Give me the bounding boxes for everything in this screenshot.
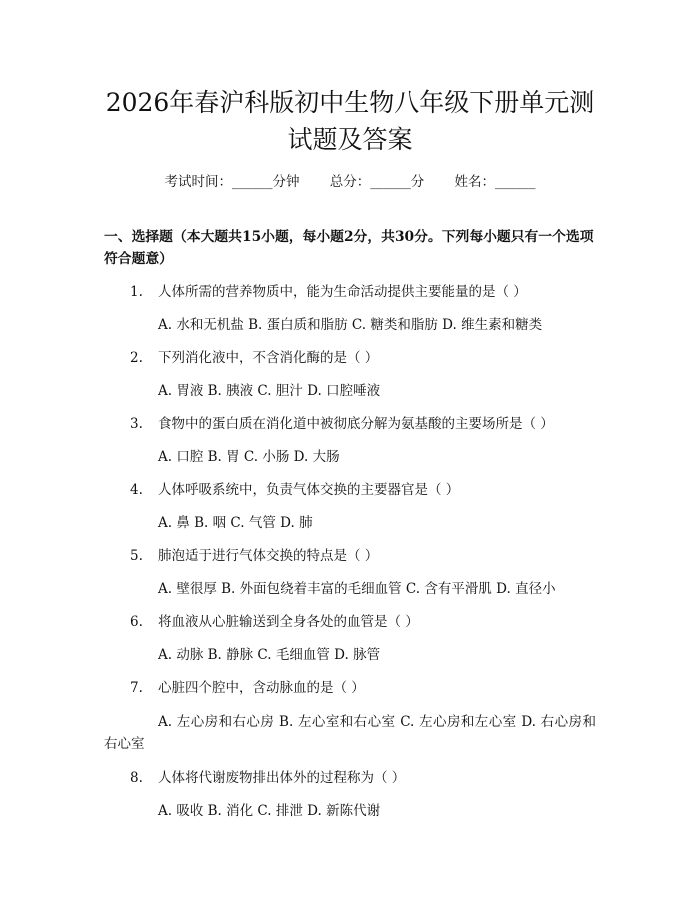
exam-score: 总分：______分 [329, 174, 425, 190]
question-options: A. 动脉 B. 静脉 C. 毛细血管 D. 脉管 [158, 647, 381, 663]
question-options: A. 壁很厚 B. 外面包绕着丰富的毛细血管 C. 含有平滑肌 D. 直径小 [158, 581, 556, 597]
title-line-1: 2026年春沪科版初中生物八年级下册单元测 [105, 88, 595, 117]
question-number: 7. [130, 680, 143, 696]
question-number: 1. [130, 284, 143, 300]
question-number: 4. [130, 482, 143, 498]
question-stem: 食物中的蛋白质在消化道中被彻底分解为氨基酸的主要场所是（ ） [158, 416, 554, 432]
question-item [104, 612, 596, 665]
question-item [104, 768, 596, 821]
question-item [104, 348, 596, 401]
question-list [104, 282, 596, 821]
student-name: 姓名：______ [454, 174, 536, 190]
question-number: 5. [130, 548, 143, 564]
question-number: 8. [130, 770, 143, 786]
question-number: 2. [130, 350, 143, 366]
question-number: 6. [130, 614, 143, 630]
exam-time: 考试时间：______分钟 [164, 174, 300, 190]
question-item [104, 678, 596, 755]
question-item [104, 282, 596, 335]
question-item [104, 546, 596, 599]
section-heading: 一、选择题（本大题共15小题，每小题2分，共30分。下列每小题只有一个选项符合题意） [104, 229, 594, 267]
question-options: A. 胃液 B. 胰液 C. 胆汁 D. 口腔唾液 [158, 383, 381, 399]
question-stem: 将血液从心脏输送到全身各处的血管是（ ） [158, 614, 419, 630]
question-options: A. 鼻 B. 咽 C. 气管 D. 肺 [158, 515, 313, 531]
question-options: A. 水和无机盐 B. 蛋白质和脂肪 C. 糖类和脂肪 D. 维生素和糖类 [158, 317, 543, 333]
question-options: A. 吸收 B. 消化 C. 排泄 D. 新陈代谢 [158, 803, 381, 819]
question-options: A. 口腔 B. 胃 C. 小肠 D. 大肠 [158, 449, 340, 465]
question-stem: 人体所需的营养物质中，能为生命活动提供主要能量的是（ ） [158, 284, 527, 300]
question-item [104, 414, 596, 467]
question-stem: 人体将代谢废物排出体外的过程称为（ ） [158, 770, 406, 786]
question-number: 3. [130, 416, 143, 432]
page-title [104, 0, 596, 158]
question-stem: 下列消化液中，不含消化酶的是（ ） [158, 350, 379, 366]
question-stem: 人体呼吸系统中，负责气体交换的主要器官是（ ） [158, 482, 460, 498]
title-line-2: 试题及答案 [287, 125, 413, 154]
question-stem: 肺泡适于进行气体交换的特点是（ ） [158, 548, 379, 564]
question-options: A. 左心房和右心房 B. 左心室和右心室 C. 左心房和左心室 D. 右心房和右心室 [104, 714, 596, 752]
exam-meta [104, 172, 596, 192]
question-item [104, 480, 596, 533]
question-stem: 心脏四个腔中，含动脉血的是（ ） [158, 680, 365, 696]
